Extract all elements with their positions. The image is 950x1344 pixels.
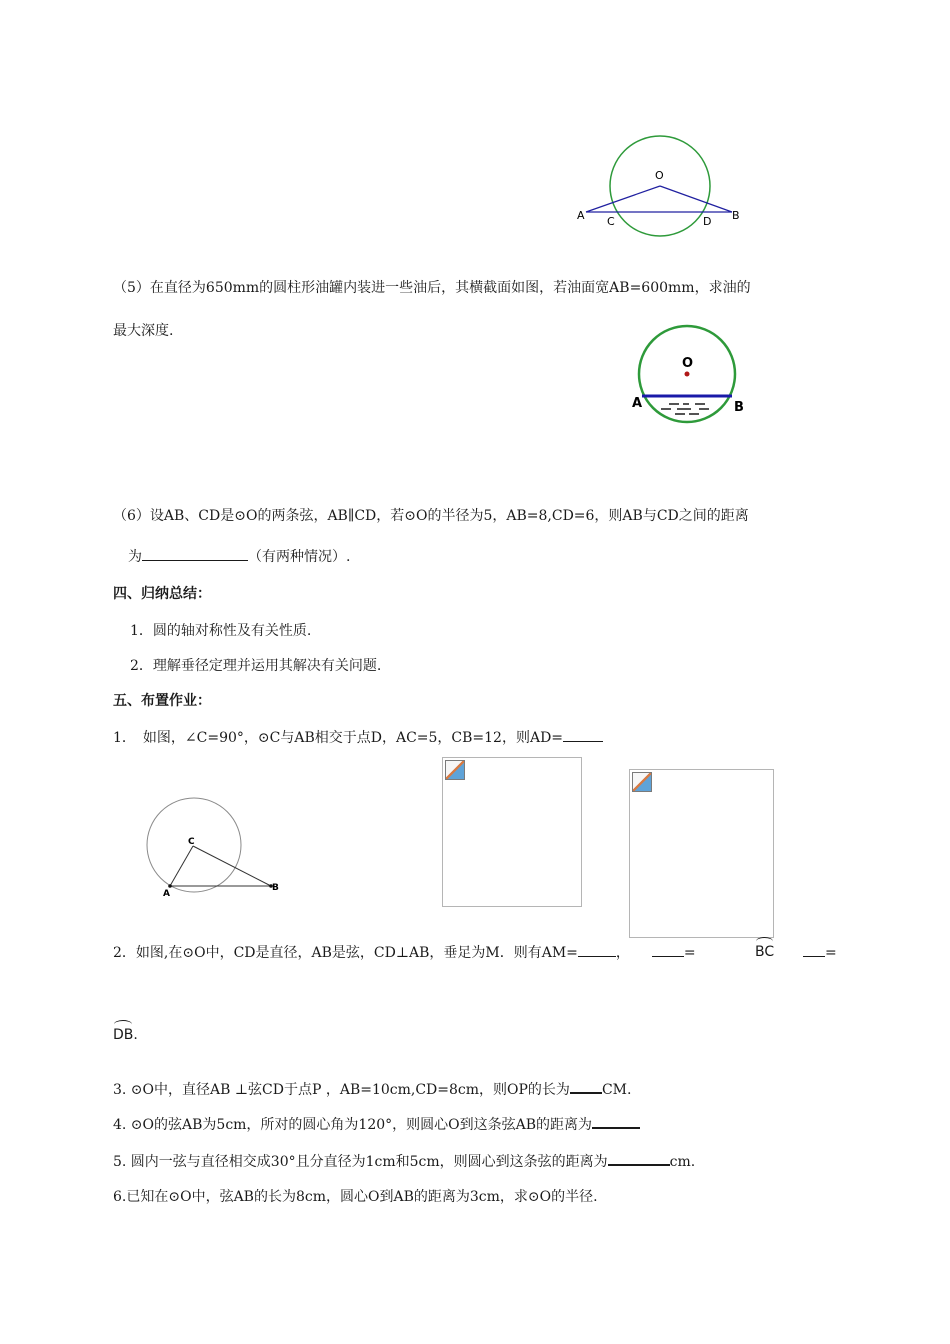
- problem-6-suffix: （有两种情况）.: [248, 549, 351, 565]
- arc-bc-label: BC: [755, 940, 774, 960]
- problem-6-prefix: 为: [128, 549, 142, 565]
- problem-6-line-1: （6）设AB、CD是⊙O的两条弦，AB∥CD，若⊙O的半径为5，AB=8,CD=6，则AB与CD之间的距离: [113, 508, 749, 524]
- homework-2-sep: ，: [615, 945, 630, 961]
- homework-2-blank-2[interactable]: [652, 942, 684, 957]
- homework-1-blank[interactable]: [563, 727, 603, 742]
- broken-image-icon: [632, 772, 652, 792]
- missing-image-1: [442, 757, 582, 907]
- missing-image-2: [629, 769, 774, 938]
- fig3-label-a: A: [163, 889, 170, 899]
- homework-2-blank-am[interactable]: [578, 942, 616, 957]
- figure-oil-tank: [625, 318, 755, 428]
- homework-2-blank-3[interactable]: [803, 942, 825, 957]
- fig2-label-b: B: [734, 400, 744, 415]
- homework-4-blank[interactable]: [592, 1113, 640, 1129]
- fig1-label-c: C: [607, 215, 615, 228]
- homework-3-suffix: CM.: [601, 1082, 632, 1098]
- homework-2-line-2: [113, 1023, 138, 1043]
- homework-5: [113, 1150, 695, 1171]
- problem-6-line-2: [128, 546, 350, 566]
- problem-6-blank[interactable]: [142, 546, 248, 561]
- homework-2-text: 2．如图,在⊙O中，CD是直径，AB是弦，CD⊥AB，垂足为M．则有AM=: [113, 945, 578, 961]
- homework-1: [113, 727, 603, 747]
- homework-2-eq: =: [683, 945, 696, 961]
- fig2-oil-waves: [661, 404, 709, 414]
- section-5-title: 五、布置作业：: [113, 693, 211, 709]
- problem-5-line-1: （5）在直径为650mm的圆柱形油罐内装进一些油后，其横截面如图，若油面宽AB=600mm，求油的: [113, 280, 751, 296]
- fig2-label-o: O: [682, 356, 694, 371]
- homework-4: [113, 1113, 640, 1134]
- broken-image-icon: [445, 760, 465, 780]
- homework-3: [113, 1078, 631, 1099]
- fig1-label-b: B: [732, 209, 740, 222]
- homework-2-eq2: =: [825, 945, 837, 961]
- homework-6: 6.已知在⊙O中，弦AB的长为8cm，圆心O到AB的距离为3cm，求⊙O的半径.: [113, 1189, 598, 1205]
- homework-3-blank[interactable]: [570, 1078, 602, 1094]
- problem-5-line-2: 最大深度.: [113, 323, 174, 339]
- fig1-label-a: A: [577, 209, 585, 222]
- section-4-item-2: 2．理解垂径定理并运用其解决有关问题.: [130, 658, 382, 674]
- homework-5-suffix: cm.: [669, 1154, 696, 1170]
- fig2-center-dot: [685, 372, 690, 377]
- homework-5-blank[interactable]: [608, 1150, 670, 1166]
- homework-2-arc-bc: [755, 940, 774, 960]
- fig3-line-ca: [170, 846, 193, 886]
- section-4-item-1: 1．圆的轴对称性及有关性质.: [130, 623, 312, 639]
- fig1-label-o: O: [655, 169, 664, 182]
- fig3-label-b: B: [272, 883, 279, 893]
- homework-5-text: 5. 圆内一弦与直径相交成30°且分直径为1cm和5cm，则圆心到这条弦的距离为: [113, 1154, 608, 1170]
- fig3-point-a: [168, 884, 172, 888]
- homework-2: [113, 942, 696, 962]
- fig1-line-oa: [586, 186, 660, 212]
- section-4-title: 四、归纳总结：: [113, 586, 211, 602]
- fig3-label-c: C: [188, 837, 195, 847]
- homework-3-text: 3. ⊙O中，直径AB ⊥弦CD于点P ，AB=10cm,CD=8cm，则OP的长为: [113, 1082, 570, 1098]
- arc-db-label: DB: [113, 1023, 133, 1043]
- homework-1-text: 1． 如图，∠C=90°，⊙C与AB相交于点D，AC=5，CB=12，则AD=: [113, 730, 564, 746]
- figure-circle-triangle: [570, 130, 750, 240]
- homework-2-tail: [803, 942, 837, 961]
- homework-2-end: .: [133, 1027, 138, 1043]
- homework-4-text: 4. ⊙O的弦AB为5cm，所对的圆心角为120°，则圆心O到这条弦AB的距离为: [113, 1117, 593, 1133]
- fig2-label-a: A: [632, 396, 643, 411]
- fig1-line-ob: [660, 186, 732, 212]
- figure-circle-cab: [140, 800, 290, 900]
- fig3-line-cb: [193, 846, 271, 886]
- fig1-label-d: D: [703, 215, 712, 228]
